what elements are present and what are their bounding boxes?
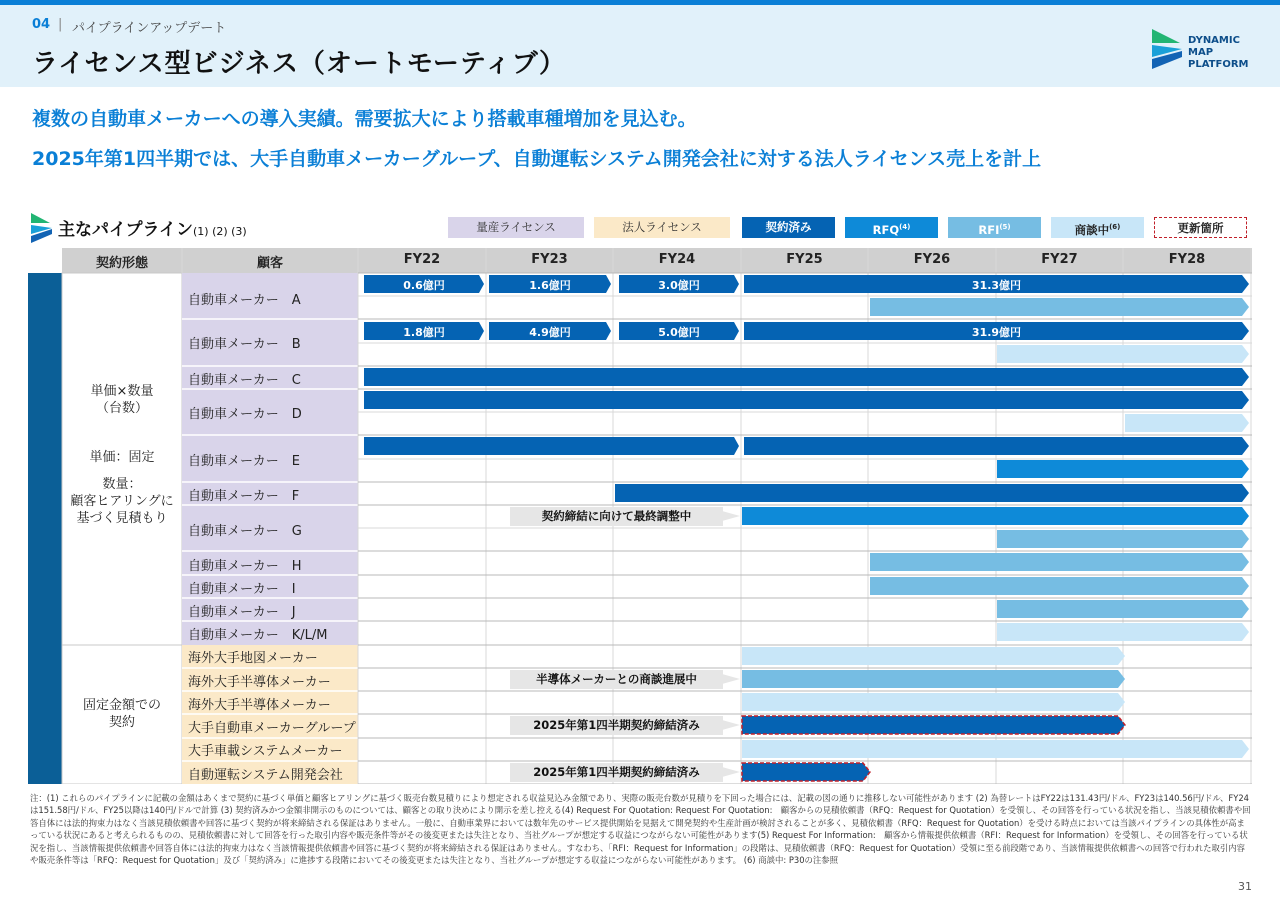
bar-semi1-rfi: [742, 670, 1125, 688]
bar-e-1: [364, 437, 739, 455]
bar-klm-negotiating: [997, 623, 1249, 641]
year-fy28: FY28: [1168, 252, 1206, 267]
slide-header: [0, 5, 1280, 87]
legend-rfq: RFQ$^{(4)}$: [845, 217, 938, 238]
callout-adsys-contract: 2025年第1四半期契約締結済み: [510, 763, 723, 782]
customer-c: 自動車メーカー C: [188, 373, 301, 388]
bar-map-negotiating: [742, 647, 1125, 665]
year-fy27: FY27: [1041, 252, 1078, 267]
bar-e-rfq: [997, 460, 1249, 478]
page-number: 31: [1238, 880, 1252, 893]
category-unit-price-quantity: 単価×数量 （台数） 単価：固定 数量： 顧客ヒアリングに 基づく見積もり: [70, 384, 174, 526]
callout-adsys-pointer: [722, 767, 740, 777]
logo-text: DYNAMIC MAP PLATFORM: [1188, 35, 1249, 70]
customer-e: 自動車メーカー E: [188, 454, 300, 469]
section-number: 04: [32, 17, 51, 32]
legend-corp-license: 法人ライセンス: [594, 217, 730, 238]
legend-updated: 更新箇所: [1154, 217, 1247, 238]
customer-a: 自動車メーカー A: [188, 293, 301, 308]
bar-e-2: [744, 437, 1249, 455]
bar-label-a-total: 31.3億円: [971, 279, 1022, 292]
pipeline-title-icon: [30, 212, 54, 244]
bar-label-b-total: 31.9億円: [971, 326, 1022, 339]
legend-rfi: RFI$^{(5)}$: [948, 217, 1041, 238]
year-fy22: FY22: [403, 252, 441, 267]
customer-b: 自動車メーカー B: [188, 337, 301, 352]
customer-h: 自動車メーカー H: [188, 559, 302, 574]
callout-group-pointer: [722, 720, 740, 730]
bar-d-negotiating: [1125, 414, 1249, 432]
pipeline-notes-ref: (1) (2) (3): [192, 225, 247, 238]
legend-contracted: 契約済み: [742, 217, 835, 238]
callout-group-contract: 2025年第1四半期契約締結済み: [510, 716, 723, 735]
col-header-contract: 契約形態: [95, 256, 148, 271]
bar-label-b-fy24: 5.0億円: [658, 326, 700, 339]
bar-label-a-fy24: 3.0億円: [658, 279, 700, 292]
callout-g-final-adjustment: 契約締結に向けて最終調整中: [510, 507, 723, 526]
customer-overseas-semi-2: 海外大手半導体メーカー: [188, 698, 331, 713]
legend-negotiating: 商談中$^{(6)}$: [1051, 217, 1144, 238]
bar-carsys-negotiating: [742, 740, 1249, 758]
legend-mass-license: 量産ライセンス: [448, 217, 584, 238]
callout-semi-pointer: [722, 674, 740, 684]
customer-adsys-dev: 自動運転システム開発会社: [188, 768, 343, 783]
customer-g: 自動車メーカー G: [188, 524, 302, 539]
headline-1: 複数の自動車メーカーへの導入実績。需要拡大により搭載車種増加を見込む。: [32, 108, 697, 130]
customer-j: 自動車メーカー J: [188, 605, 296, 620]
section-separator: |: [58, 17, 63, 32]
bar-g-rfi: [997, 530, 1249, 548]
customer-overseas-map: 海外大手地図メーカー: [188, 651, 318, 666]
bar-j-rfi: [997, 600, 1249, 618]
bar-group-contracted: [742, 716, 1125, 734]
bar-d: [364, 391, 1249, 409]
bar-a-rfi: [870, 298, 1249, 316]
bar-label-a-fy22: 0.6億円: [403, 279, 445, 292]
bar-c: [364, 368, 1249, 386]
bar-semi2-negotiating: [742, 693, 1125, 711]
customer-f: 自動車メーカー F: [188, 489, 300, 504]
pipeline-title: 主なパイプライン(1) (2) (3): [58, 220, 247, 240]
year-fy25: FY25: [786, 252, 823, 267]
customer-i: 自動車メーカー I: [188, 582, 296, 597]
company-logo: [1150, 27, 1260, 77]
year-fy24: FY24: [658, 252, 696, 267]
page-title: ライセンス型ビジネス（オートモーティブ）: [32, 49, 567, 79]
callout-g-pointer: [722, 511, 740, 521]
bar-h-rfi: [870, 553, 1249, 571]
customer-d: 自動車メーカー D: [188, 407, 302, 422]
section-name: パイプラインアップデート: [72, 21, 227, 36]
headline-2: 2025年第1四半期では、大手自動車メーカーグループ、自動運転システム開発会社に対する法人ライセンス売上を計上: [32, 148, 1042, 170]
bar-b-negotiating: [997, 345, 1249, 363]
customer-auto-group: 大手自動車メーカーグループ: [188, 721, 356, 736]
logo-mark-icon: [1150, 27, 1186, 71]
bar-g-rfq: [742, 507, 1249, 525]
customer-car-system: 大手車載システムメーカー: [188, 744, 343, 759]
category-fixed-amount: 固定金額での 契約: [82, 698, 161, 730]
sidebar-band: [28, 273, 62, 784]
customer-klm: 自動車メーカー K/L/M: [188, 628, 328, 643]
bar-f: [615, 484, 1249, 502]
year-fy26: FY26: [913, 252, 951, 267]
footnote: 注：(1) これらのパイプラインに記載の金額はあくまで契約に基づく単価と顧客ヒアリングに基づく販売台数見積りにより想定される収益見込み金額であり、実際の販売台数が見積りを下回った場合には、記載の図の通りに推移しない可能性があります (2) 為替レートはFY22は131.43円/ドル、FY23は140.56円/ドル、FY24は151.58円/ドル、FY25以降は140円/ドルで計算 (3) 契約済みかつ金額非開示のものについては、顧客との取り決めにより開示を差し控える(4) Request For Quotation: Request For Quotation: 顧客からの見積依頼書（RFQ：Request for Quotation）を受領し、その回答を行っている状況を指し、当該見積依頼書や回答自体には法的拘束力はなく当該見積依頼書や回答に基づく契約が将来締結される保証はありません。一般に、自動車業界においては数年先のサービス提供開始を見据えて開発契約や生産計画が検討されることが多く、見積依頼書（RFQ：Request for Quotation）を受ける時点においては当該パイプラインの具体性が高まっている状況にあると考えられるものの、見積依頼書に対して回答を行った取引内容や販売条件等がその後変更または失注となり、当社グループが想定する収益につながらない可能性があります(5) Request For Information: 顧客から情報提供依頼書（RFI：Request for Information）を受領し、その回答を行っている状況を指し、当該情報提供依頼書や回答自体には法的拘束力はなく当該情報提供依頼書や回答に基づく契約が将来締結される保証はありません。すなわち、「RFI：Request for Information」の段階は、見積依頼書（RFQ：Request for Quotation）受領に至る前段階であり、当該情報提供依頼書への回答で行われた取引内容や販売条件等は「RFQ：Request for Quotation」及び「契約済み」に進捗する段階においてその後変更または失注となり、当社グループが想定する収益につながらない可能性があります。 (6) 商談中: P30の注参照: [30, 793, 1251, 866]
bar-adsys-contracted: [742, 763, 870, 781]
customer-overseas-semi-1: 海外大手半導体メーカー: [188, 675, 331, 690]
bar-label-b-fy23: 4.9億円: [529, 326, 571, 339]
year-fy23: FY23: [531, 252, 568, 267]
col-header-customer: 顧客: [256, 256, 283, 271]
callout-semiconductor-progress: 半導体メーカーとの商談進展中: [510, 670, 723, 689]
bar-i-rfi: [870, 577, 1249, 595]
bar-label-b-fy22: 1.8億円: [403, 326, 445, 339]
bar-label-a-fy23: 1.6億円: [529, 279, 571, 292]
